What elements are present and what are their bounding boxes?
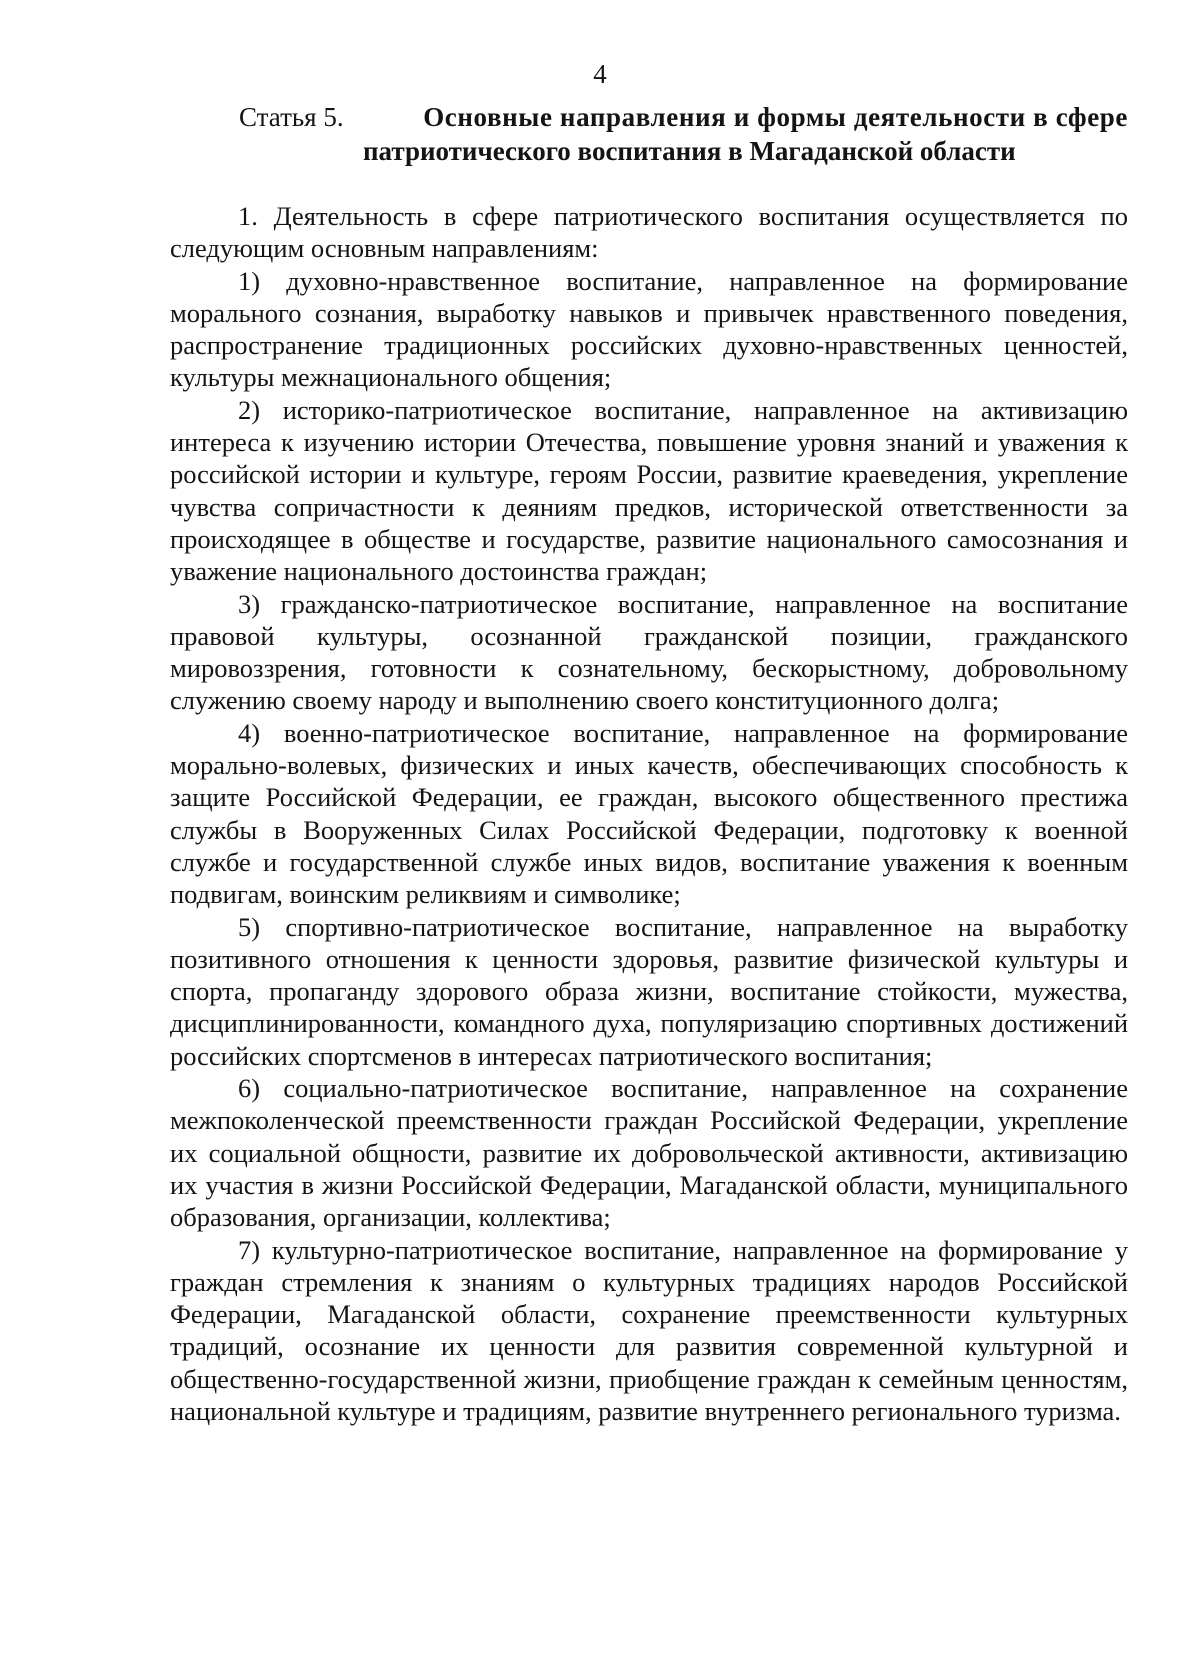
- list-item-3: 3) гражданско-патриотическое воспитание, направленное на воспитание правовой культуры, осознанной гражданской позиции, гражданского мировоззрения, готовности к сознательному, бескорыстному, добровольному служению своему народу и выполнению своего конституционного долга;: [170, 588, 1128, 716]
- list-item-6: 6) социально-патриотическое воспитание, направленное на сохранение межпоколенческой преемственности граждан Российской Федерации, укрепление их социальной общности, развитие их добровольческой активности, активизацию их участия в жизни Российской Федерации, Магаданской области, муниципального образования, организации, коллектива;: [170, 1073, 1128, 1233]
- paragraph-intro: 1. Деятельность в сфере патриотического воспитания осуществляется по следующим основным направлениям:: [170, 201, 1128, 264]
- article-label: Статья 5.: [239, 102, 344, 132]
- list-item-4: 4) военно-патриотическое воспитание, направленное на формирование морально-волевых, физических и иных качеств, обеспечивающих способность к защите Российской Федерации, ее граждан, высокого общественного престижа службы в Вооруженных Силах Российской Федерации, подготовку к военной службе и государственной службе иных видов, воспитание уважения к военным подвигам, воинским реликвиям и символике;: [170, 717, 1128, 910]
- list-item-7: 7) культурно-патриотическое воспитание, направленное на формирование у граждан стремления к знаниям о культурных традициях народов Российской Федерации, Магаданской области, сохранение преемственности культурных традиций, осознание их ценности для развития современной культурной и общественно-государственной жизни, приобщение граждан к семейным ценностям, национальной культуре и традициям, развитие внутреннего регионального туризма.: [170, 1234, 1128, 1426]
- article-body: [170, 200, 1128, 1427]
- article-title-part-1: Основные направления и формы деятельности в сфере: [423, 102, 1128, 132]
- list-item-2: 2) историко-патриотическое воспитание, направленное на активизацию интереса к изучению истории Отечества, повышение уровня знаний и уважения к российской истории и культуре, героям России, развитие краеведения, укрепление чувства сопричастности к деяниям предков, исторической ответственности за происходящее в обществе и государстве, развитие национального самосознания и уважение национального достоинства граждан;: [170, 394, 1128, 587]
- article-title-part-2: патриотического воспитания в Магаданской области: [363, 136, 1016, 166]
- article-heading-line-1: [170, 100, 1128, 134]
- article-heading: [170, 100, 1128, 168]
- page-number: 4: [593, 59, 607, 89]
- list-item-1: 1) духовно-нравственное воспитание, направленное на формирование морального сознания, выработку навыков и привычек нравственного поведения, распространение традиционных российских духовно-нравственных ценностей, культуры межнационального общения;: [170, 265, 1128, 393]
- list-item-5: 5) спортивно-патриотическое воспитание, направленное на выработку позитивного отношения к ценности здоровья, развитие физической культуры и спорта, пропаганду здорового образа жизни, воспитание стойкости, мужества, дисциплинированности, командного духа, популяризацию спортивных достижений российских спортсменов в интересах патриотического воспитания;: [170, 911, 1128, 1071]
